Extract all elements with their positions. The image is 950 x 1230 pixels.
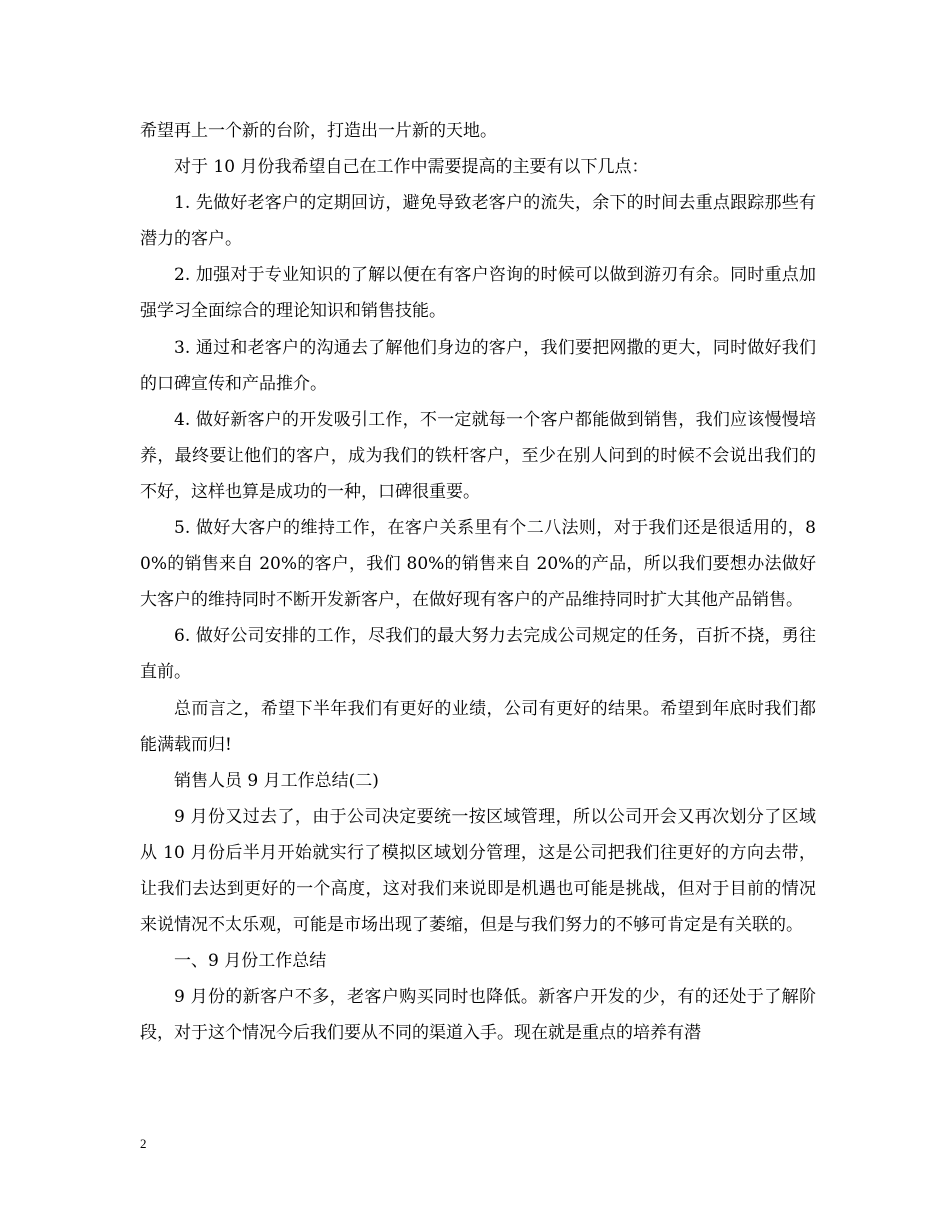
paragraph: 9 月份的新客户不多，老客户购买同时也降低。新客户开发的少，有的还处于了解阶段，对于这个情况今后我们要从不同的渠道入手。现在就是重点的培养有潜 (140, 987, 816, 1044)
paragraph: 9 月份又过去了，由于公司决定要统一按区域管理，所以公司开会又再次划分了区域从 10 月份后半月开始就实行了模拟区域划分管理，这是公司把我们往更好的方向去带，让我们去达到更好的一个高度，这对我们来说即是机遇也可能是挑战，但对于目前的情况来说情况不太乐观，可能是市场出现了萎缩，但是与我们努力的不够可肯定是有关联的。 (140, 806, 816, 936)
list-item: 3. 通过和老客户的沟通去了解他们身边的客户，我们要把网撒的更大，同时做好我们的口碑宣传和产品推介。 (140, 337, 816, 394)
list-item: 4. 做好新客户的开发吸引工作，不一定就每一个客户都能做到销售，我们应该慢慢培养，最终要让他们的客户，成为我们的铁杆客户，至少在别人问到的时候不会说出我们的不好，这样也算是成功的一种，口碑很重要。 (140, 409, 816, 502)
list-item: 1. 先做好老客户的定期回访，避免导致老客户的流失，余下的时间去重点跟踪那些有潜力的客户。 (140, 193, 816, 250)
document-body (140, 113, 816, 1051)
section-title: 销售人员 9 月工作总结(二) (174, 770, 379, 791)
list-item: 2. 加强对于专业知识的了解以便在有客户咨询的时候可以做到游刃有余。同时重点加强学习全面综合的理论知识和销售技能。 (140, 265, 816, 322)
paragraph: 对于 10 月份我希望自己在工作中需要提高的主要有以下几点： (174, 157, 649, 178)
list-item: 6. 做好公司安排的工作，尽我们的最大努力去完成公司规定的任务，百折不挠，勇往直前。 (140, 626, 816, 683)
section-heading: 一、9 月份工作总结 (174, 951, 327, 972)
paragraph: 希望再上一个新的台阶，打造出一片新的天地。 (140, 121, 497, 141)
paragraph: 总而言之，希望下半年我们有更好的业绩，公司有更好的结果。希望到年底时我们都能满载而归! (140, 698, 816, 755)
page-number: 2 (140, 1136, 147, 1151)
list-item: 5. 做好大客户的维持工作，在客户关系里有个二八法则，对于我们还是很适用的，80%的销售来自 20%的客户，我们 80%的销售来自 20%的产品，所以我们要想办法做好大客户的维持同时不断开发新客户，在做好现有客户的产品维持同时扩大其他产品销售。 (140, 518, 816, 611)
